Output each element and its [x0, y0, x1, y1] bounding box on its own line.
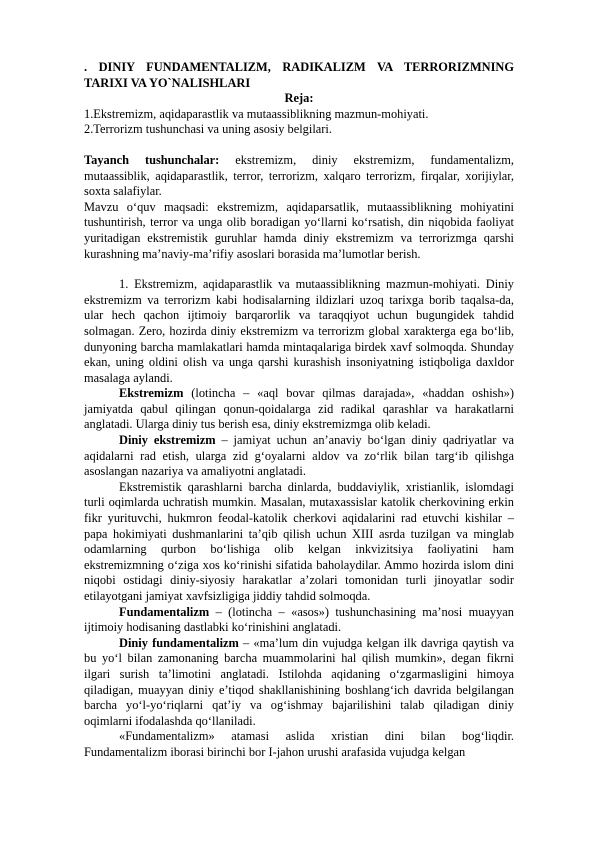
- plan-item-2: 2.Terrorizm tushunchasi va uning asosiy belgilari.: [84, 122, 332, 137]
- extremism-term: Ekstremizm: [119, 386, 184, 401]
- key-terms-paragraph: [84, 153, 514, 200]
- religious-extremism-paragraph: [84, 433, 514, 480]
- religious-fundamentalism-text: – «ma’lum din vujudga kelgan ilk davriga qaytish va bu yo‘l bilan zamonaning barcha muammolarini hal qilish mumkin», degan fikrni ilgari surish ta’limotini anglatadi. Istilohda aqidaning o‘zgarmasligini himoya qiladigan, muayyan diniy e’tiqod shakllanishining boshlang‘ich davrida belgilangan barcha yo‘l-yo‘riqlarni qat’iy va og‘ishmay bajarilishini talab qiladigan diniy oqimlarni ifodalashda qo‘llaniladi.: [84, 635, 514, 728]
- document-page: [84, 60, 514, 761]
- spacer: [84, 262, 514, 277]
- fundamentalism-text: – (lotincha – «asos») tushunchasining ma’nosi muayyan ijtimoiy hodisaning dastlabki ko‘rinishini anglatadi.: [84, 604, 514, 635]
- plan-item-1: 1.Ekstremizm, aqidaparastlik va mutaassiblikning mazmun-mohiyati.: [84, 106, 429, 121]
- document-title: . DINIY FUNDAMENTALIZM, RADIKALIZM VA TERRORIZMNING TARIXI VA YO`NALISHLARI: [84, 60, 514, 90]
- extremism-paragraph: [84, 386, 514, 433]
- fundamentalism-paragraph: [84, 605, 514, 636]
- religious-extremism-text: – jamiyat uchun an’anaviy bo‘lgan diniy qadriyatlar va aqidalarni rad etish, ularga zid g‘oyalarni aldov va zo‘rlik bilan targ‘ib qilishga asoslangan nazariya va amaliyotni anglatadi.: [84, 433, 514, 479]
- religious-fundamentalism-paragraph: [84, 636, 514, 730]
- history-paragraph: Ekstremistik qarashlarni barcha dinlarda, buddaviylik, xristianlik, islomdagi turli oqimlarda uchratish mumkin. Masalan, mutaxassislar katolik cherkovining erkin fikr yurituvchi, hukmron feodal-katolik cherkovi aqidalarini rad etuvchi kishilar – papa hokimiyati dushmanlarini ta’qib qilish uchun XIII asrda tuzilgan va minglab odamlarning qurbon bo‘lishiga olib kelgan inkvizitsiya faoliyatini ham ekstremizmning o‘ziga xos ko‘rinishi sifatida baholaydilar. Ammo hozirda islom dini niqobi ostidagi diniy-siyosiy harakatlar a’zolari tomonidan turli jinoyatlar sodir etilayotgani jamiyat xavfsizligiga jiddiy tahdid solmoqda.: [84, 479, 514, 603]
- plan-heading: Reja:: [284, 91, 314, 106]
- fundamentalism-term: Fundamentalizm: [119, 604, 210, 619]
- key-terms-text: ekstremizm, diniy ekstremizm, fundamentalizm, mutaassiblik, aqidaparastlik, terror, terrorizm, xalqaro terrorizm, firqalar, xorijiylar, soxta salafiylar.: [84, 152, 514, 199]
- section-1-paragraph: 1. Ekstremizm, aqidaparastlik va mutaassiblikning mazmun-mohiyati. Diniy ekstremizm va terrorizm kabi hodisalarning ildizlari uzoq tarixga borib taqalsa-da, ular hech qachon ijtimoiy barqarorlik va taraqqiyot uchun bugungidek tahdid solmagan. Zero, hozirda diniy ekstremizm va terrorizm global xarakterga ega bo‘lib, dunyoning barcha mamlakatlari hamda mintaqalariga birdek xavf solmoqda. Shunday ekan, uning oldini olish va unga qarshi kurashish insoniyatning istiqboliga daxldor masalaga aylandi.: [84, 277, 514, 385]
- religious-fundamentalism-term: Diniy fundamentalizm: [119, 635, 239, 650]
- religious-extremism-term: Diniy ekstremizm: [119, 433, 216, 448]
- spacer: [84, 138, 514, 153]
- purpose-paragraph: Mavzu o‘quv maqsadi: ekstremizm, aqidaparsatlik, mutaassiblikning mohiyatini tushuntirish, terror va unga olib boradigan yo‘llarni ko‘rsatish, din niqobida faoliyat yuritadigan ekstremistik guruhlar hamda diniy ekstremizm va terrorizmga qarshi kurashning ma’naviy-ma’rifiy asoslari borasida ma’lumotlar berish.: [84, 199, 514, 261]
- key-terms-label: Tayanch tushunchalar:: [84, 152, 220, 167]
- extremism-text: (lotincha – «aql bovar qilmas darajada», «haddan oshish») jamiyatda qabul qilingan qonun-qoidalarga zid radikal qarashlar va harakatlarni anglatadi. Ularga diniy tus berish esa, diniy ekstremizmga olib keladi.: [84, 386, 514, 432]
- last-paragraph: «Fundamentalizm» atamasi aslida xristian dini bilan bog‘liqdir. Fundamentalizm iborasi birinchi bor I-jahon urushi arafasida vujudga kelgan: [84, 729, 514, 759]
